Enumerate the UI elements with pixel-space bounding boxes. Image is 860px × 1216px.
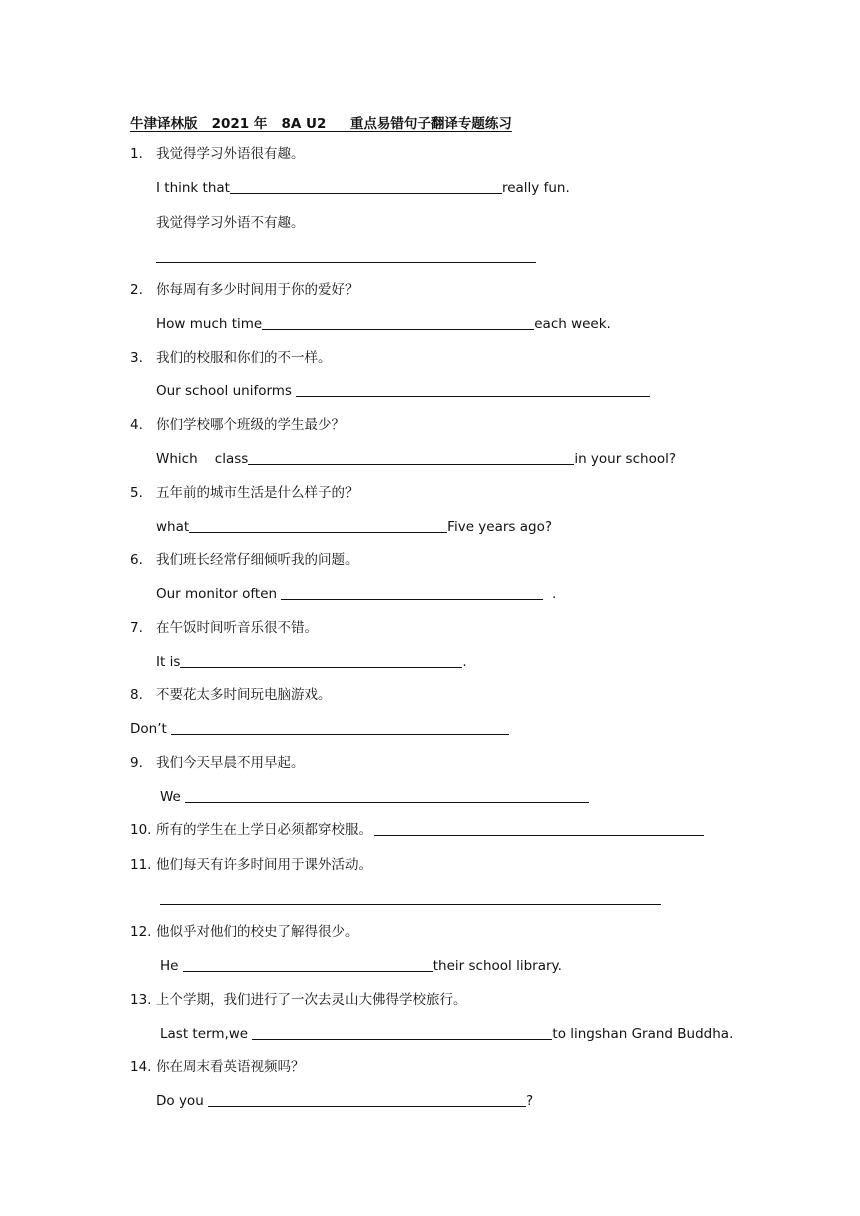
answer-line-5 xyxy=(156,517,552,537)
question-7 xyxy=(130,618,318,638)
question-text: 五年前的城市生活是什么样子的？ xyxy=(156,485,359,501)
answer-blank[interactable] xyxy=(252,1025,552,1040)
question-text: 我们的校服和你们的不一样。 xyxy=(156,350,332,366)
question-text: 你每周有多少时间用于你的爱好？ xyxy=(156,282,359,298)
answer-blank[interactable] xyxy=(189,518,447,533)
answer-blank[interactable] xyxy=(281,585,543,600)
answer-blank[interactable] xyxy=(183,957,433,972)
question-text: 你们学校哪个班级的学生最少？ xyxy=(156,417,345,433)
answer-suffix: really fun. xyxy=(501,180,570,196)
question-text: 我们今天早晨不用早起。 xyxy=(156,755,305,771)
question-text: 不要花太多时间玩电脑游戏。 xyxy=(156,687,332,703)
question-number: 7. xyxy=(130,620,143,636)
answer-line-6 xyxy=(156,584,556,604)
question-text: 在午饭时间听音乐很不错。 xyxy=(156,620,318,636)
answer-blank[interactable] xyxy=(208,1092,526,1107)
answer-line-2 xyxy=(156,314,611,334)
question-text: 他似乎对他们的校史了解得很少。 xyxy=(156,924,359,940)
answer-blank-11[interactable] xyxy=(160,904,661,905)
question-number: 14. xyxy=(130,1059,152,1075)
question-number: 13. xyxy=(130,992,152,1008)
question-6 xyxy=(130,550,359,570)
answer-prefix: Our school uniforms xyxy=(156,383,297,399)
question-4 xyxy=(130,415,345,435)
question-14 xyxy=(130,1057,305,1077)
question-number: 10. xyxy=(130,822,152,838)
answer-line-9 xyxy=(160,787,589,807)
answer-prefix: He xyxy=(160,958,183,974)
answer-prefix: Our monitor often xyxy=(156,586,282,602)
question-number: 3. xyxy=(130,350,143,366)
question-text: 我觉得学习外语不有趣。 xyxy=(156,215,305,231)
answer-prefix: Last term,we xyxy=(160,1026,253,1042)
question-text: 我觉得学习外语很有趣。 xyxy=(156,146,305,162)
question-text: 他们每天有许多时间用于课外活动。 xyxy=(156,857,372,873)
question-number: 2. xyxy=(130,282,143,298)
answer-prefix: Don’t xyxy=(130,721,172,737)
answer-blank-1b[interactable] xyxy=(156,262,536,263)
answer-blank[interactable] xyxy=(262,315,534,330)
question-2 xyxy=(130,280,359,300)
question-number: 5. xyxy=(130,485,143,501)
answer-line-1 xyxy=(156,178,570,198)
question-text: 你在周末看英语视频吗？ xyxy=(156,1059,305,1075)
question-number: 12. xyxy=(130,924,152,940)
answer-suffix: their school library. xyxy=(432,958,562,974)
answer-prefix: I think that xyxy=(156,180,230,196)
question-1-negative xyxy=(156,213,305,233)
question-text: 上个学期，我们进行了一次去灵山大佛得学校旅行。 xyxy=(156,992,467,1008)
question-text: 所有的学生在上学日必须都穿校服。 xyxy=(156,822,372,838)
answer-line-8 xyxy=(130,719,509,739)
answer-line-3 xyxy=(156,381,650,401)
answer-prefix: Do you xyxy=(156,1093,209,1109)
answer-suffix: in your school? xyxy=(574,451,677,467)
question-11 xyxy=(130,855,372,875)
answer-prefix: what xyxy=(156,519,190,535)
question-text: 我们班长经常仔细倾听我的问题。 xyxy=(156,552,359,568)
question-12 xyxy=(130,922,359,942)
question-5 xyxy=(130,483,359,503)
question-number: 9. xyxy=(130,755,143,771)
question-10 xyxy=(130,820,704,840)
answer-line-13 xyxy=(160,1024,733,1044)
question-number: 6. xyxy=(130,552,143,568)
answer-blank[interactable] xyxy=(248,450,574,465)
answer-suffix: . xyxy=(462,654,467,670)
answer-prefix: We xyxy=(160,789,186,805)
answer-suffix: each week. xyxy=(534,316,611,332)
answer-suffix: to lingshan Grand Buddha. xyxy=(552,1026,734,1042)
question-8 xyxy=(130,685,332,705)
answer-line-12 xyxy=(160,956,562,976)
answer-line-14 xyxy=(156,1091,533,1111)
answer-line-4 xyxy=(156,449,676,469)
question-number: 8. xyxy=(130,687,143,703)
worksheet-title: 牛津译林版 2021 年 8A U2 重点易错句子翻译专题练习 xyxy=(130,116,512,132)
answer-suffix: ? xyxy=(526,1093,534,1109)
answer-blank[interactable] xyxy=(171,720,509,735)
answer-blank[interactable] xyxy=(185,788,589,803)
answer-blank[interactable] xyxy=(374,821,704,836)
answer-suffix: . xyxy=(543,586,557,602)
question-13 xyxy=(130,990,467,1010)
answer-suffix: Five years ago? xyxy=(447,519,553,535)
question-1 xyxy=(130,144,305,164)
answer-blank[interactable] xyxy=(230,179,502,194)
answer-prefix: How much time xyxy=(156,316,263,332)
answer-prefix: It is xyxy=(156,654,181,670)
question-number: 11. xyxy=(130,857,152,873)
answer-line-7 xyxy=(156,652,467,672)
answer-blank[interactable] xyxy=(180,653,462,668)
question-3 xyxy=(130,348,332,368)
question-number: 4. xyxy=(130,417,143,433)
question-9 xyxy=(130,753,305,773)
question-number: 1. xyxy=(130,146,143,162)
answer-prefix: Which class xyxy=(156,451,249,467)
answer-blank[interactable] xyxy=(296,382,650,397)
